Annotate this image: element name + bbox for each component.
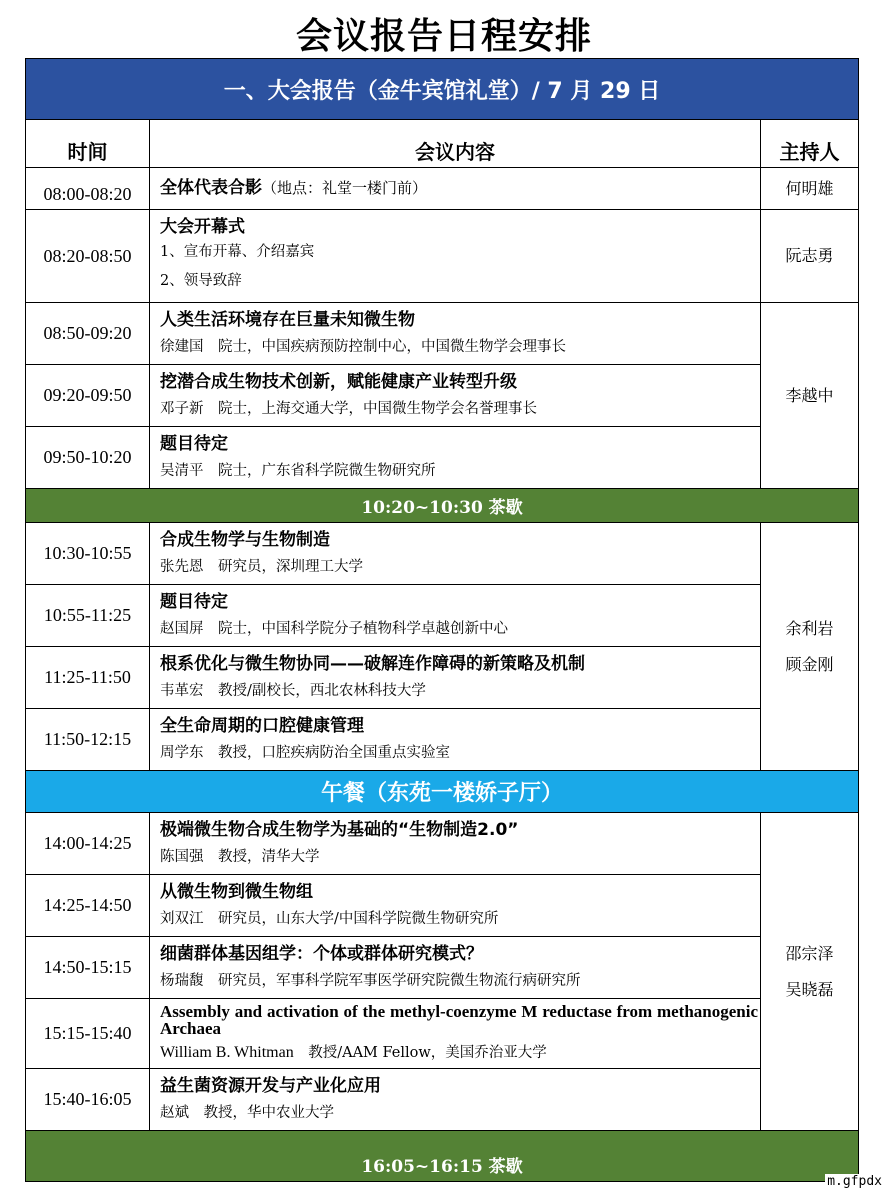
host-name: 余利岩	[785, 618, 834, 638]
content-cell	[150, 875, 761, 937]
host-cell: 李越中	[761, 303, 859, 489]
speaker-info: 刘双江 研究员，山东大学/中国科学院微生物研究所	[160, 911, 499, 927]
host-cell: 阮志勇	[761, 210, 859, 303]
content-cell	[150, 210, 761, 303]
agenda-item: 1、宣布开幕、介绍嘉宾	[160, 244, 315, 260]
topic-title: 人类生活环境存在巨量未知微生物	[160, 310, 415, 330]
speaker-info: 周学东 教授，口腔疾病防治全国重点实验室	[160, 745, 450, 761]
time-cell: 10:55-11:25	[26, 585, 150, 647]
content-cell	[150, 523, 761, 585]
host-cell	[761, 813, 859, 1131]
time-cell: 09:50-10:20	[26, 427, 150, 489]
table-row	[26, 709, 859, 771]
header-host: 主持人	[761, 120, 859, 168]
speaker-info: 吴清平 院士，广东省科学院微生物研究所	[160, 463, 436, 479]
speaker-info: 杨瑞馥 研究员，军事科学院军事医学研究院微生物流行病研究所	[160, 973, 581, 989]
time-cell: 08:50-09:20	[26, 303, 150, 365]
speaker-name: William B. Whitman	[160, 1044, 294, 1061]
host-name: 吴晓磊	[785, 979, 834, 999]
content-cell	[150, 937, 761, 999]
header-content: 会议内容	[150, 120, 761, 168]
time-cell: 14:00-14:25	[26, 813, 150, 875]
topic-title: 题目待定	[160, 434, 228, 454]
topic-title: 从微生物到微生物组	[160, 882, 313, 902]
content-cell	[150, 813, 761, 875]
content-cell	[150, 168, 761, 210]
table-row	[26, 647, 859, 709]
speaker-info: 赵斌 教授，华中农业大学	[160, 1105, 334, 1121]
table-row	[26, 585, 859, 647]
speaker-affiliation: 教授/AAM Fellow，美国乔治亚大学	[293, 1045, 547, 1061]
watermark: m.gfpdx	[827, 1174, 882, 1189]
content-cell	[150, 709, 761, 771]
content-cell	[150, 999, 761, 1069]
topic-title: 全体代表合影	[160, 178, 262, 198]
time-cell: 14:50-15:15	[26, 937, 150, 999]
time-cell: 10:30-10:55	[26, 523, 150, 585]
speaker-info: 赵国屏 院士，中国科学院分子植物科学卓越创新中心	[160, 621, 508, 637]
topic-title: 细菌群体基因组学：个体或群体研究模式？	[160, 944, 483, 964]
table-row	[26, 999, 859, 1069]
table-row	[26, 365, 859, 427]
table-row	[26, 168, 859, 210]
topic-location: （地点：礼堂一楼门前）	[262, 179, 428, 197]
table-row	[26, 210, 859, 303]
speaker-info: 陈国强 教授，清华大学	[160, 849, 320, 865]
table-row	[26, 1069, 859, 1131]
table-row	[26, 303, 859, 365]
speaker-info: 张先恩 研究员，深圳理工大学	[160, 559, 363, 575]
content-cell	[150, 647, 761, 709]
topic-title: 全生命周期的口腔健康管理	[160, 716, 364, 736]
schedule-table	[25, 58, 859, 1182]
topic-title: 题目待定	[160, 592, 228, 612]
table-row	[26, 813, 859, 875]
time-cell: 11:25-11:50	[26, 647, 150, 709]
speaker-info: 邓子新 院士，上海交通大学，中国微生物学会名誉理事长	[160, 401, 537, 417]
time-cell: 14:25-14:50	[26, 875, 150, 937]
content-cell	[150, 427, 761, 489]
table-row	[26, 937, 859, 999]
topic-title: 合成生物学与生物制造	[160, 530, 330, 550]
page-title: 会议报告日程安排	[295, 16, 592, 57]
host-cell	[761, 523, 859, 771]
break-row: 16:05~16:15 茶歇	[26, 1131, 859, 1182]
table-row	[26, 523, 859, 585]
time-cell: 11:50-12:15	[26, 709, 150, 771]
time-cell: 08:20-08:50	[26, 210, 150, 303]
host-name: 邵宗泽	[785, 943, 834, 963]
table-row	[26, 875, 859, 937]
content-cell	[150, 1069, 761, 1131]
speaker-info: 徐建国 院士，中国疾病预防控制中心，中国微生物学会理事长	[160, 339, 566, 355]
content-cell	[150, 365, 761, 427]
agenda-item: 2、领导致辞	[160, 273, 242, 289]
host-cell: 何明雄	[761, 168, 859, 210]
topic-title: 挖潜合成生物技术创新，赋能健康产业转型升级	[160, 372, 517, 392]
topic-title: 极端微生物合成生物学为基础的“生物制造2.0”	[160, 820, 519, 840]
break-row: 10:20~10:30 茶歇	[26, 489, 859, 523]
content-cell	[150, 585, 761, 647]
header-time: 时间	[26, 120, 150, 168]
host-name: 顾金刚	[785, 654, 834, 674]
topic-title: 益生菌资源开发与产业化应用	[160, 1076, 381, 1096]
time-cell: 08:00-08:20	[26, 168, 150, 210]
time-cell: 09:20-09:50	[26, 365, 150, 427]
time-cell: 15:15-15:40	[26, 999, 150, 1069]
table-row	[26, 427, 859, 489]
topic-title: Assembly and activation of the methyl-coenzyme M reductase from methanogenic Archaea	[160, 1002, 758, 1038]
section-header: 一、大会报告（金牛宾馆礼堂）/ 7 月 29 日	[26, 59, 859, 120]
topic-title: 根系优化与微生物协同——破解连作障碍的新策略及机制	[160, 654, 585, 674]
content-cell	[150, 303, 761, 365]
lunch-row: 午餐（东苑一楼娇子厅）	[26, 771, 859, 813]
speaker-info	[160, 1041, 760, 1062]
time-cell: 15:40-16:05	[26, 1069, 150, 1131]
topic-title: 大会开幕式	[160, 217, 245, 237]
speaker-info: 韦革宏 教授/副校长，西北农林科技大学	[160, 683, 426, 699]
